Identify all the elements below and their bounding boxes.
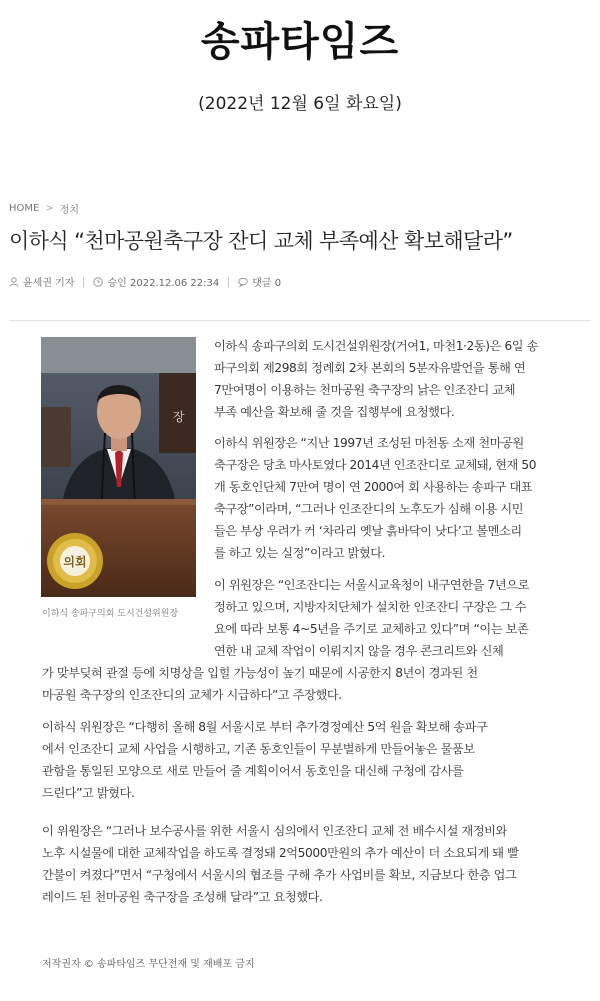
article-paragraph	[214, 432, 536, 564]
comments-info	[238, 274, 281, 289]
paragraph-line: 드린다”고 밝혔다.	[42, 786, 135, 800]
paragraph-line: 연한 내 교체 작업이 이뤄지지 않을 경우 콘크리트와 신체	[214, 644, 504, 658]
author-info	[9, 274, 74, 289]
chevron-right-icon: >	[45, 203, 54, 214]
breadcrumb	[9, 201, 79, 216]
copyright-notice: 저작권자 © 송파타임즈 무단전재 및 재배포 금지	[42, 959, 255, 970]
paragraph-line: 축구장”이라며, “그러나 인조잔디의 노후도가 심해 이용 시민	[214, 502, 524, 516]
paragraph-line: 를 하고 있는 실정”이라고 밝혔다.	[214, 546, 386, 560]
article-paragraph	[42, 820, 519, 908]
article-paragraph	[214, 335, 538, 423]
article-paragraph	[42, 716, 488, 804]
issue-date: (2022년 12월 6일 화요일)	[198, 94, 402, 114]
paragraph-line: 레이드 된 천마공원 축구장을 조성해 달라”고 요청했다.	[42, 890, 323, 904]
paragraph-line: 요에 따라 보통 4~5년을 주기로 교체하고 있다”며 “이는 보존	[214, 622, 529, 636]
paragraph-line: 정하고 있으며, 지방자치단체가 설치한 인조잔디 구장은 그 수	[214, 600, 527, 614]
paragraph-line: 이하식 송파구의회 도시건설위원장(거여1, 마천1·2동)은 6일 송	[214, 339, 539, 353]
article-headline: 이하식 “천마공원축구장 잔디 교체 부족예산 확보해달라”	[9, 229, 513, 253]
meta-divider	[83, 277, 84, 287]
paragraph-line: 개 동호인단체 7만여 명이 연 2000여 회 사용하는 송파구 대표	[214, 480, 533, 494]
emblem-text: 의회	[63, 555, 87, 569]
comments-count[interactable]: 댓글 0	[252, 278, 282, 289]
paragraph-line: 이하식 위원장은 “다행히 올해 8월 서울시로 부터 추가경정예산 5억 원을 확보해 송파구	[42, 720, 488, 734]
article-photo	[41, 337, 196, 597]
paragraph-line: 마공원 축구장의 인조잔디의 교체가 시급하다”고 주장했다.	[42, 688, 342, 702]
breadcrumb-home[interactable]: HOME	[9, 203, 40, 214]
breadcrumb-section[interactable]: 정치	[59, 205, 80, 216]
paragraph-line: 에서 인조잔디 교체 사업을 시행하고, 기존 동호인들이 무분별하게 만들어놓은 물품보	[42, 742, 475, 756]
clock-icon	[93, 277, 103, 287]
paragraph-line: 파구의회 제298회 정례회 2차 본회의 5분자유발언을 통해 연	[214, 361, 526, 375]
paragraph-line: 관함을 통일된 모양으로 새로 만들어 줄 계획이어서 동호인을 대신해 구청에 감사를	[42, 764, 464, 778]
paragraph-line: 7만여명이 이용하는 천마공원 축구장의 낡은 인조잔디 교체	[214, 383, 516, 397]
approved-info	[93, 274, 219, 289]
approved-time: 승인 2022.12.06 22:34	[107, 278, 220, 289]
masthead-logo: 송파타임즈	[200, 19, 400, 65]
author-name[interactable]: 윤세권 기자	[23, 278, 75, 289]
paragraph-line: 이하식 위원장은 “지난 1997년 조성된 마천동 소재 천마공원	[214, 436, 524, 450]
paragraph-line: 축구장은 당초 마사토였다 2014년 인조잔디로 교체돼, 현재 50	[214, 458, 537, 472]
paragraph-line: 가 맞부딪혀 관절 등에 치명상을 입힐 가능성이 높기 때문에 시공한지 8년이 경과된 천	[42, 666, 478, 680]
photo-caption: 이하식 송파구의회 도시건설위원장	[42, 609, 179, 619]
person-icon	[9, 277, 19, 287]
svg-text:장: 장	[173, 410, 185, 424]
paragraph-line: 부족 예산을 확보해 줄 것을 집행부에 요청했다.	[214, 405, 455, 419]
paragraph-line: 노후 시설물에 대한 교체작업을 하도록 결정돼 2억5000만원의 추가 예산이 더 소요되게 돼 빨	[42, 846, 519, 860]
meta-divider	[228, 277, 229, 287]
comment-icon	[238, 277, 248, 287]
article-meta	[9, 274, 281, 289]
paragraph-line: 간불이 켜졌다”면서 “구청에서 서울시의 협조를 구해 추가 사업비를 확보, 지금보다 한층 업그	[42, 868, 517, 882]
paragraph-line: 들은 부상 우려가 커 ‘차라리 옛날 흙바닥이 낫다’고 볼멘소리	[214, 524, 522, 538]
paragraph-line: 이 위원장은 “그러나 보수공사를 위한 서울시 심의에서 인조잔디 교체 전 배수시설 재정비와	[42, 824, 507, 838]
header-divider	[9, 320, 591, 321]
councilman-photo	[41, 337, 196, 597]
paragraph-line: 이 위원장은 “인조잔디는 서울시교육청이 내구연한을 7년으로	[214, 578, 529, 592]
